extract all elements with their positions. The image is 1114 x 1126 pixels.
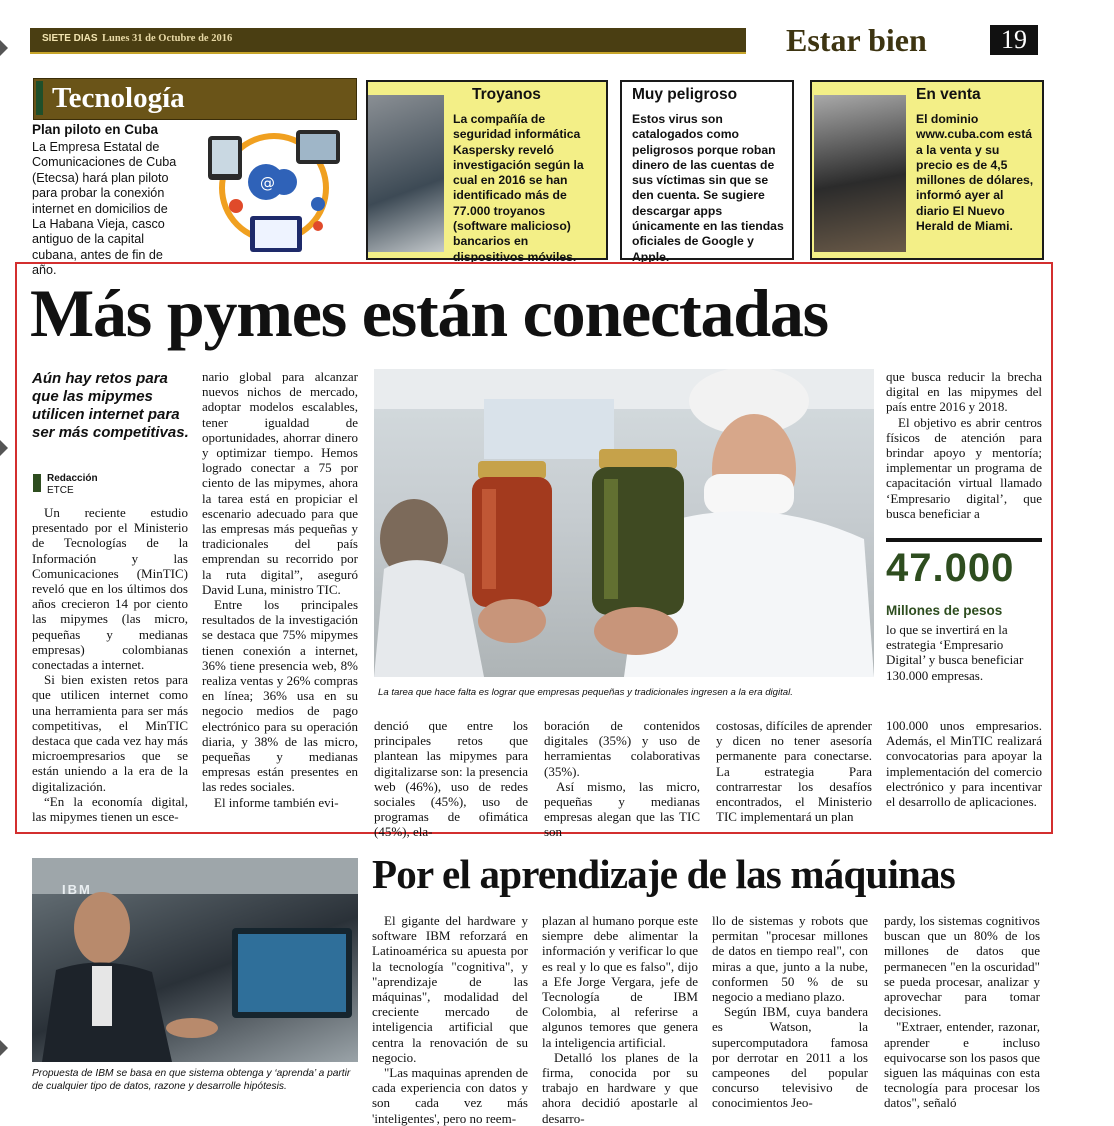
paragraph: El objetivo es abrir centros físicos de atención para brindar apoyo y mentoría; implementar un programa de capacitación virtual llamado ‘Empresario digital’, que busca beneficiar a <box>886 414 1042 521</box>
brief-photo-phone <box>814 95 906 252</box>
paragraph: llo de sistemas y robots que permitan "procesar millones de datos en tiempo real", con miras a que, junto a la nube, conformen 50 % de su negocio a mediano plazo. <box>712 913 868 1005</box>
margin-arrow-icon <box>0 1040 8 1056</box>
paragraph: "Las maquinas aprenden de cada experiencia con datos y son cada vez más 'inteligentes', pero no reem- <box>372 1065 528 1126</box>
brief-title-peligroso: Muy peligroso <box>632 86 738 103</box>
tecnologia-bar-marker <box>36 81 43 115</box>
main-col-4 <box>544 718 700 840</box>
paragraph: El gigante del hardware y software IBM reforzará en Latinoamérica su apuesta por la tecnología "cognitiva", y "aprendizaje de las máquinas", modalidad del creciente mercado de inteligencia artificial que centra la renovación de su negocio. <box>372 913 528 1065</box>
brief-photo-office <box>368 95 444 252</box>
byline-marker <box>33 474 41 492</box>
main-col-3 <box>374 718 528 840</box>
paragraph: Un reciente estudio presentado por el Ministerio de Tecnologías de la Información y las Comunicaciones (MinTIC) reveló que en los últimos dos años crecieron 14 por ciento las mipymes (las micro, pequeñas y medianas empresas) colombianas conectadas a internet. <box>32 505 188 673</box>
main-col-1 <box>32 505 188 824</box>
tablet-icon <box>208 136 242 180</box>
issue-date: Lunes 31 de Octubre de 2016 <box>102 33 233 44</box>
second-col-3 <box>712 913 868 1111</box>
network-illustration <box>200 122 360 256</box>
paragraph: plazan al humano porque este siempre debe alimentar la información y verificar lo que es real y lo que es falso", dijo a Efe Jorge Vergara, jefe de Tecnología de IBM Colombia, al referirse a algunos temores que genera la inteligencia artificial. <box>542 913 698 1050</box>
second-col-2 <box>542 913 698 1126</box>
main-col-2 <box>202 369 358 810</box>
paragraph: Detalló los planes de la firma, conocida por su trabajo en hardware y que ahora decidió apostarle al desarro- <box>542 1049 698 1126</box>
paragraph: 100.000 unos empresarios. Además, el MinTIC realizará convocatorias para apoyar la implementación del comercio electrónico y para incentivar el desarrollo de aplicaciones. <box>886 718 1042 810</box>
page-number: 19 <box>990 25 1038 55</box>
monitor-icon <box>250 216 302 252</box>
red-jar <box>472 461 552 607</box>
piloto-body: La Empresa Estatal de Comunicaciones de Cuba (Etecsa) hará plan piloto para probar la conexión internet en domicilios de La Habana Vieja, casco antiguo de la capital cubana, antes de fin de año. <box>32 140 177 278</box>
margin-arrow-icon <box>0 40 8 56</box>
main-col-6-bottom <box>886 718 1042 809</box>
paragraph: costosas, difíciles de aprender y dicen no tener asesoría permanente para conectarse. La estrategia Para contrarrestar los desafíos encontrados, el Ministerio TIC implementará un plan <box>716 718 872 825</box>
main-photo <box>374 369 874 677</box>
paragraph: nario global para alcanzar nuevos nichos de mercado, adoptar modelos escalables, tener igualdad de oportunidades, ahorrar dinero y optimizar tiempo. Hemos logrado conectar a 75 por ciento de las mipymes, ahora la tarea está en propiciar el escenario adecuado para que las empresas más pequeñas y tradicionales del país emprendan su recorrido por la ruta digital”, aseguró David Luna, ministro TIC. <box>202 369 358 597</box>
margin-arrow-icon <box>0 440 8 456</box>
brief-body-peligroso: Estos virus son catalogados como peligrosos porque roban dinero de las cuentas de sus víctimas sin que se den cuenta. Se sugiere descargar apps únicamente en las tiendas oficiales de Google y Apple. <box>632 112 784 264</box>
stat-description: lo que se invertirá en la estrategia ‘Empresario Digital’ y busca beneficiar 130.000 empresas. <box>886 622 1024 683</box>
second-col-4 <box>884 913 1040 1111</box>
paragraph: Según IBM, cuya bandera es Watson, la supercomputadora famosa por derrotar en 2011 a los campeones del popular concurso televisivo de conocimientos Jeo- <box>712 1004 868 1111</box>
brief-body-venta: El dominio www.cuba.com está a la venta y su precio es de 4,5 millones de dólares, informó ayer al diario El Nuevo Herald de Miami. <box>916 112 1034 234</box>
brief-title-troyanos: Troyanos <box>472 86 541 103</box>
paragraph: boración de contenidos digitales (35%) y uso de herramientas colaborativas (35%). <box>544 718 700 779</box>
green-jar <box>592 449 684 615</box>
second-col-1 <box>372 913 528 1126</box>
ibm-logo-text: IBM <box>62 882 92 897</box>
brief-body-troyanos: La compañía de seguridad informática Kaspersky reveló investigación según la cual en 2016 se han identificado más de 77.000 troyanos (software malicioso) bancarios en dispositivos móviles. <box>453 112 584 264</box>
section-label: SIETE DIAS <box>42 33 98 44</box>
paragraph: denció que entre los principales retos que plantean las mipymes para digitalizarse son: la presencia web (46%), uso de redes sociales (45%), uso de programas de ofimática (45%), ela- <box>374 718 528 840</box>
paragraph: Así mismo, las micro, pequeñas y medianas empresas alegan que las TIC son <box>544 778 700 840</box>
piloto-title: Plan piloto en Cuba <box>32 122 159 137</box>
second-headline: Por el aprendizaje de las máquinas <box>372 851 955 897</box>
paragraph: Si bien existen retos para que utilicen internet como una herramienta para ser más competitivas, el MinTIC destaca que cada vez hay más microempresarios que se están uniendo a la era de la digitalización. <box>32 672 188 794</box>
stat-rule <box>886 538 1042 542</box>
main-col-6-top <box>886 369 1042 521</box>
main-dek: Aún hay retos para que las mipymes utilicen internet para ser más competitivas. <box>32 370 189 441</box>
brief-title-venta: En venta <box>916 86 981 103</box>
paragraph: que busca reducir la brecha digital en las mipymes del país entre 2016 y 2018. <box>886 369 1042 415</box>
laptop-icon <box>296 130 340 164</box>
byline-label: Redacción <box>47 473 98 484</box>
photo-scene <box>374 369 874 677</box>
paragraph: “En la economía digital, las mipymes tienen un esce- <box>32 793 188 825</box>
tecnologia-label: Tecnología <box>52 82 185 114</box>
stat-number: 47.000 <box>886 546 1015 590</box>
stat-label: Millones de pesos <box>886 603 1003 618</box>
paragraph: Entre los principales resultados de la investigación se destaca que 75% mipymes tienen conexión a internet, 36% tiene presencia web, 8% realiza ventas y 26% compras en línea; 36% usa en su negocio medios de pago electrónico para su operación diaria, y 38% de las micro, pequeñas y medianas empresas están presentes en las redes sociales. <box>202 597 358 795</box>
ibm-photo-caption: Propuesta de IBM se basa en que sistema obtenga y ‘aprenda’ a partir de cualquier tipo de datos, razone y desarrolle hipótesis. <box>32 1068 351 1092</box>
main-headline: Más pymes están conectadas <box>30 275 828 351</box>
paragraph: "Extraer, entender, razonar, aprender e incluso equivocarse son los pasos que siguen las máquinas con esta tecnología para procesar los datos", señaló <box>884 1019 1040 1111</box>
paragraph: pardy, los sistemas cognitivos buscan que un 80% de los millones de datos que permanecen "en la oscuridad" se pueda procesar, analizar y aprovechar para tomar decisiones. <box>884 913 1040 1020</box>
page-section-title: Estar bien <box>786 22 927 58</box>
paragraph: El informe también evi- <box>214 794 339 810</box>
main-photo-caption: La tarea que hace falta es lograr que empresas pequeñas y tradicionales ingresen a la era digital. <box>378 687 793 698</box>
svg-text:@: @ <box>260 174 275 192</box>
byline-name: ETCE <box>47 485 74 496</box>
main-col-5 <box>716 718 872 824</box>
